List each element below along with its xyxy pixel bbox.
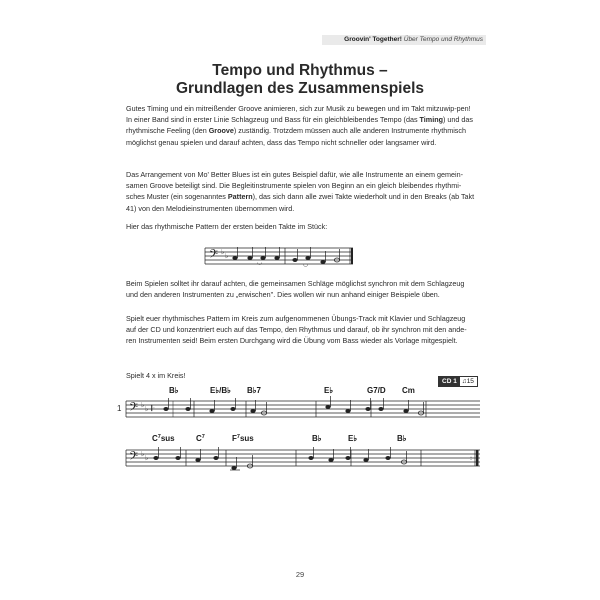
paragraph-exercise: Spielt euer rhythmisches Pattern im Kreis zum aufgenommenen Übungs-Track mit Klavier und Schlagzeug auf der CD und konzentriert euch auf das Tempo, den Rhythmus und darauf, ob ihr synchron mit den ande-ren Instrumenten seid! Beim ersten Durchgang wird die Übung vom Bass wieder als Vorlage mitgespielt. <box>126 314 467 346</box>
exercise-caption: Spielt 4 x im Kreis! <box>126 371 186 380</box>
svg-text:♭: ♭ <box>145 454 149 462</box>
paragraph-synchron: Beim Spielen solltet ihr darauf achten, die gemeinsamen Schläge möglichst synchron mit dem Schlagzeug und den anderen Instrumenten zu „erwischen". Dies wollen wir nun anhand einiger Beispiele üben. <box>126 279 465 300</box>
chord-symbol: G7/D <box>367 386 386 395</box>
chord-symbol: B♭ <box>169 386 179 395</box>
page-number: 29 <box>295 570 305 579</box>
track-label: ♫15 <box>461 378 474 385</box>
chord-symbol: $F^7sus$ <box>232 434 254 443</box>
paragraph-timing: Gutes Timing und ein mitreißender Groove animieren, sich zur Musik zu bewegen und im Takt mitzuwip-pen! In einer Band sind in erster Linie Schlagzeug und Bass für ein gleichbleibendes Tempo (das Timing) und das rhythmische Feeling (den Groove) zuständig. Trotzdem müssen auch alle anderen Instrumente rhythmisch möglichst genau spielen und darauf achten, dass das Tempo nicht schneller oder langsamer wird. <box>126 104 473 147</box>
chord-symbol: B♭ <box>312 434 322 443</box>
svg-text:𝄢: 𝄢 <box>129 401 139 417</box>
svg-text:♭: ♭ <box>141 450 145 458</box>
svg-text:♭: ♭ <box>145 405 149 413</box>
paragraph-arrangement: Das Arrangement von Mo' Better Blues ist ein gutes Beispiel dafür, wie alle Instrumente an einem gemein-samen Groove beteiligt sind. Die Begleitinstrumente spielen von Beginn an ein gleich bleibendes rhythmi-sches Muster (ein sogenanntes Pattern), das sich dann alle zwei Takte wiederholt und in den Breaks (ab Takt 41) von den Melodieinstrumenten übernommen wird. <box>126 170 475 213</box>
chord-symbol: Cm <box>402 386 415 395</box>
svg-text:𝄆: 𝄆 <box>151 404 155 413</box>
chord-symbol: $C^7$ <box>196 434 205 443</box>
header-title: Groovin' Together! <box>344 36 402 43</box>
svg-text::: : <box>470 455 473 462</box>
chord-symbol: E♭ <box>324 386 334 395</box>
svg-text:𝄢: 𝄢 <box>209 248 219 264</box>
page-title-line2: Grundlagen des Zusammenspiels <box>175 80 425 97</box>
svg-text:♭: ♭ <box>141 401 145 409</box>
svg-text:♭: ♭ <box>225 252 229 260</box>
svg-text:◡: ◡ <box>303 262 309 268</box>
staff-row-2 <box>126 446 481 478</box>
svg-text:𝄢: 𝄢 <box>129 450 139 466</box>
page-title-line1: Tempo und Rhythmus – <box>212 62 388 79</box>
chord-symbol: E♭/B♭ <box>210 386 231 395</box>
staff-row-1 <box>126 397 481 427</box>
chord-symbol: $C^7sus$ <box>152 434 175 443</box>
cd-track-badge <box>438 376 478 387</box>
svg-text:◡: ◡ <box>257 260 263 266</box>
header-subtitle: Über Tempo und Rhythmus <box>403 36 483 43</box>
svg-text:♭: ♭ <box>221 248 225 256</box>
chord-symbol: E♭ <box>348 434 358 443</box>
cd-label: CD 1 <box>439 377 460 386</box>
chord-symbol: B♭ <box>397 434 407 443</box>
pattern-staff <box>205 244 355 272</box>
chord-symbol: B♭7 <box>247 386 261 395</box>
paragraph-pattern-intro: Hier das rhythmische Pattern der ersten beiden Takte im Stück: <box>126 222 328 231</box>
running-header <box>322 35 486 45</box>
measure-number: 1 <box>117 404 122 413</box>
